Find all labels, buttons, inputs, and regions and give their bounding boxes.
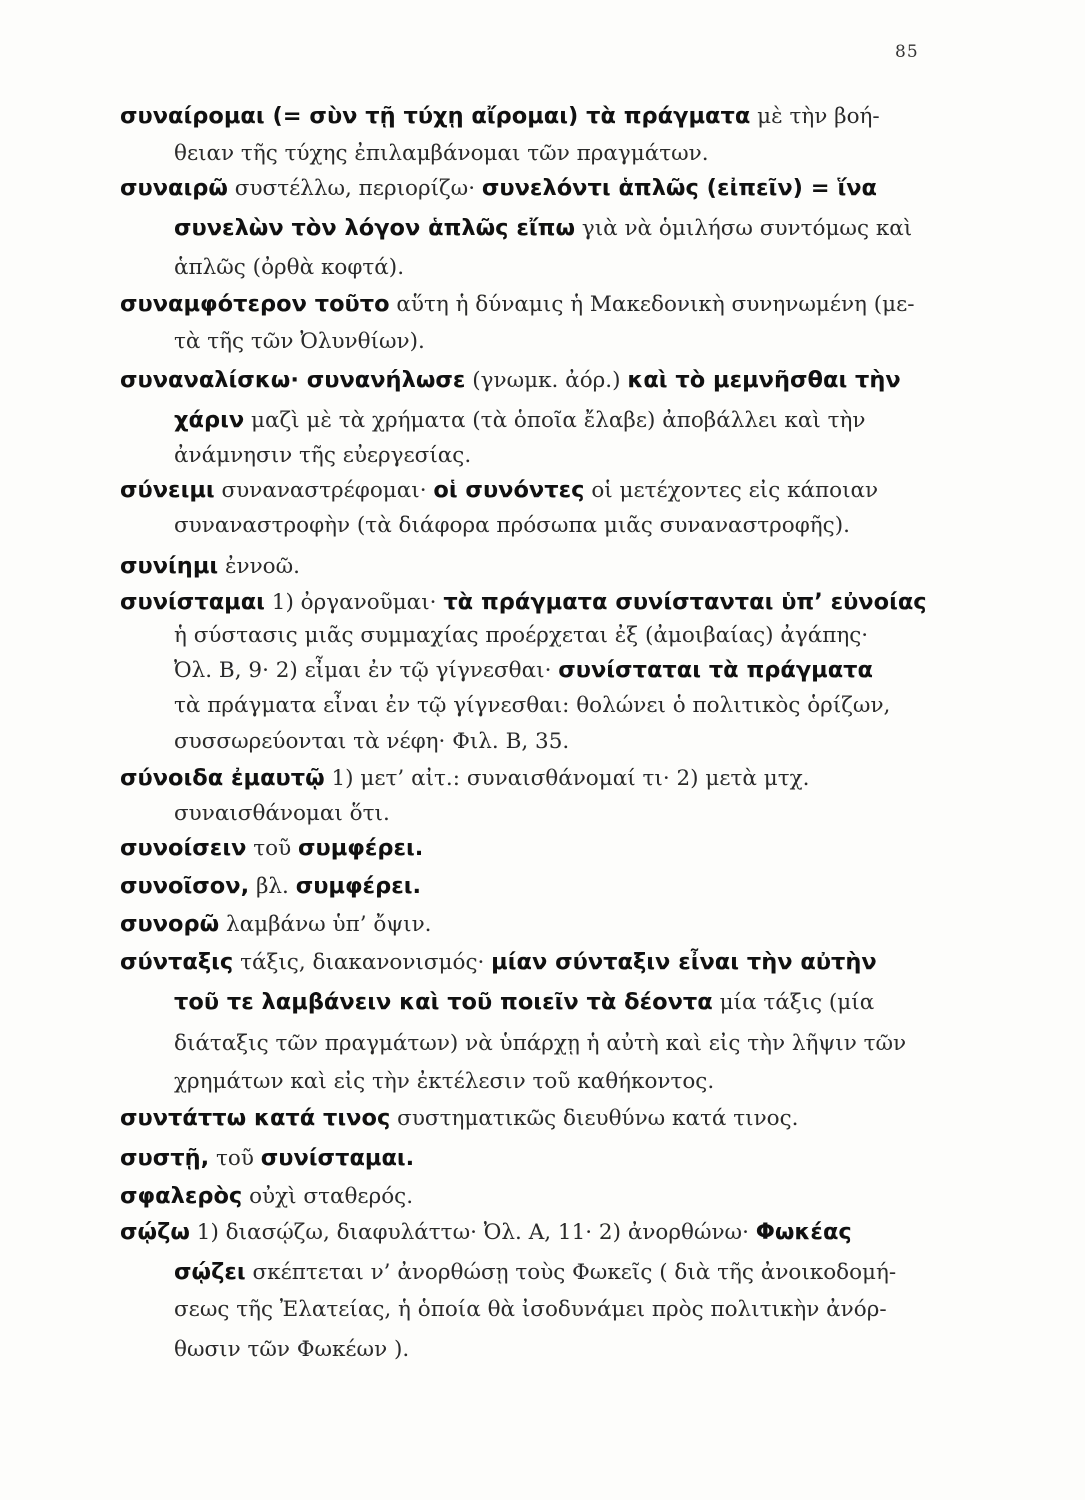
entry-line bbox=[120, 174, 877, 203]
entry-line bbox=[174, 1296, 887, 1324]
definition-text: οὐχὶ σταθερός. bbox=[242, 1184, 414, 1209]
headword-text: οἱ συνόντες bbox=[433, 477, 585, 503]
headword-text: σῴζω bbox=[120, 1219, 190, 1245]
definition-text: γιὰ νὰ ὁμιλήσω συντόμως καὶ bbox=[575, 216, 913, 241]
definition-text: ἀνάμνησιν τῆς εὐεργεσίας. bbox=[174, 443, 472, 468]
definition-text: βλ. bbox=[249, 874, 296, 899]
headword-text: συνίσταμαι bbox=[120, 589, 265, 615]
headword-text: συναιρῶ bbox=[120, 175, 228, 201]
definition-text: συναισθάνομαι ὅτι. bbox=[174, 801, 390, 826]
headword-text: συναίρομαι (= σὺν τῇ τύχῃ αἴρομαι) τὰ πράγματα bbox=[120, 103, 751, 129]
definition-text: 1) μετ’ αἰτ.: συναισθάνομαί τι· 2) μετὰ μτχ. bbox=[324, 766, 810, 791]
headword-text: σύνειμι bbox=[120, 477, 215, 503]
headword-text: σύνοιδα ἐμαυτῷ bbox=[120, 765, 325, 791]
headword-text: χάριν bbox=[174, 407, 245, 433]
definition-text: θωσιν τῶν Φωκέων ). bbox=[174, 1337, 410, 1362]
entry-line bbox=[174, 1068, 714, 1096]
entry-line bbox=[120, 1182, 413, 1211]
headword-text: συμφέρει. bbox=[298, 835, 424, 861]
definition-text: αὕτη ἡ δύναμις ἡ Μακεδονικὴ συνηνωμένη (με- bbox=[389, 292, 915, 317]
entry-line bbox=[174, 442, 471, 470]
definition-text: συναναστροφὴν (τὰ διάφορα πρόσωπα μιᾶς συναναστροφῆς). bbox=[174, 513, 850, 538]
entry-line bbox=[174, 512, 850, 540]
definition-text: σκέπτεται ν’ ἀνορθώσῃ τοὺς Φωκεῖς ( διὰ τῆς ἀνοικοδομή- bbox=[245, 1260, 897, 1285]
definition-text: ἁπλῶς (ὀρθὰ κοφτά). bbox=[174, 255, 405, 280]
entry-line bbox=[174, 406, 865, 435]
entry-line bbox=[120, 1218, 852, 1247]
definition-text: τάξις, διακανονισμός· bbox=[233, 950, 492, 975]
headword-text: συντάττω κατά τινος bbox=[120, 1105, 391, 1131]
definition-text: συσσωρεύονται τὰ νέφη· Φιλ. Β, 35. bbox=[174, 729, 570, 754]
definition-text: Ὀλ. Β, 9· 2) εἶμαι ἐν τῷ γίγνεσθαι· bbox=[174, 658, 559, 683]
entry-line bbox=[174, 1336, 409, 1364]
definition-text: τοῦ bbox=[246, 836, 298, 861]
entry-line bbox=[174, 692, 890, 720]
headword-text: συνελὼν τὸν λόγον ἁπλῶς εἴπω bbox=[174, 215, 576, 241]
headword-text: συναμφότερον τοῦτο bbox=[120, 291, 390, 317]
entry-line bbox=[174, 1030, 906, 1058]
definition-text: θειαν τῆς τύχης ἐπιλαμβάνομαι τῶν πραγμάτων. bbox=[174, 141, 709, 166]
entry-line bbox=[120, 102, 880, 131]
headword-text: συστῇ, bbox=[120, 1145, 210, 1171]
headword-text: συνοίσειν bbox=[120, 835, 247, 861]
definition-text: μὲ τὴν βοή- bbox=[750, 104, 880, 129]
entry-line bbox=[174, 254, 404, 282]
definition-text: συστηματικῶς διευθύνω κατά τινος. bbox=[390, 1106, 799, 1131]
headword-text: συνίσταμαι. bbox=[260, 1145, 415, 1171]
entry-line bbox=[120, 1104, 798, 1133]
definition-text: οἱ μετέχοντες εἰς κάποιαν bbox=[584, 478, 879, 503]
definition-text: συναναστρέφομαι· bbox=[214, 478, 434, 503]
entry-line bbox=[120, 588, 927, 617]
entry-line bbox=[174, 800, 390, 828]
definition-text: 1) διασῴζω, διαφυλάττω· Ὀλ. Α, 11· 2) ἀνορθώνω· bbox=[189, 1220, 756, 1245]
entry-line bbox=[120, 872, 421, 901]
headword-text: σῴζει bbox=[174, 1259, 246, 1285]
headword-text: σύνταξις bbox=[120, 949, 234, 975]
entry-line bbox=[120, 552, 300, 581]
headword-text: Φωκέας bbox=[755, 1219, 852, 1245]
definition-text: τὰ πράγματα εἶναι ἐν τῷ γίγνεσθαι: θολώνει ὁ πολιτικὸς ὁρίζων, bbox=[174, 693, 891, 718]
entry-line bbox=[174, 140, 709, 168]
definition-text: μία τάξις (μία bbox=[712, 990, 875, 1015]
definition-text: συστέλλω, περιορίζω· bbox=[227, 176, 482, 201]
definition-text: (γνωμκ. ἀόρ.) bbox=[465, 368, 628, 393]
definition-text: τὰ τῆς τῶν Ὀλυνθίων). bbox=[174, 329, 425, 354]
definition-text: χρημάτων καὶ εἰς τὴν ἐκτέλεσιν τοῦ καθήκοντος. bbox=[174, 1069, 715, 1094]
definition-text: μαζὶ μὲ τὰ χρήματα (τὰ ὁποῖα ἔλαβε) ἀποβάλλει καὶ τὴν bbox=[244, 408, 866, 433]
headword-text: μίαν σύνταξιν εἶναι τὴν αὐτὴν bbox=[491, 949, 877, 975]
headword-text: τὰ πράγματα συνίστανται ὑπ’ εὐνοίας bbox=[443, 589, 927, 615]
page-number: 85 bbox=[895, 42, 919, 62]
headword-text: συνορῶ bbox=[120, 911, 220, 937]
definition-text: λαμβάνω ὑπ’ ὄψιν. bbox=[219, 912, 432, 937]
entry-line bbox=[174, 988, 874, 1017]
entry-line bbox=[120, 290, 915, 319]
entry-line bbox=[174, 728, 569, 756]
headword-text: συνοῖσον, bbox=[120, 873, 250, 899]
entry-line bbox=[120, 476, 878, 505]
headword-text: σφαλερὸς bbox=[120, 1183, 243, 1209]
headword-text: συνίημι bbox=[120, 553, 219, 579]
definition-text: διάταξις τῶν πραγμάτων) νὰ ὑπάρχῃ ἡ αὐτὴ καὶ εἰς τὴν λῆψιν τῶν bbox=[174, 1031, 907, 1056]
definition-text: ἡ σύστασις μιᾶς συμμαχίας προέρχεται ἐξ (ἀμοιβαίας) ἀγάπης· bbox=[174, 623, 869, 648]
entry-line bbox=[174, 656, 873, 685]
headword-text: συμφέρει. bbox=[295, 873, 422, 899]
entry-line bbox=[120, 1144, 414, 1173]
headword-text: συνελόντι ἁπλῶς (εἰπεῖν) = ἵνα bbox=[481, 175, 878, 201]
headword-text: τοῦ τε λαμβάνειν καὶ τοῦ ποιεῖν τὰ δέοντα bbox=[174, 989, 713, 1015]
headword-text: καὶ τὸ μεμνῆσθαι τὴν bbox=[627, 367, 901, 393]
entry-line bbox=[120, 910, 432, 939]
definition-text: 1) ὀργανοῦμαι· bbox=[264, 590, 444, 615]
entry-line bbox=[174, 214, 912, 243]
entry-line bbox=[174, 622, 868, 650]
entry-line bbox=[120, 366, 901, 395]
entry-line bbox=[174, 1258, 896, 1287]
entry-line bbox=[120, 834, 423, 863]
headword-text: συνίσταται τὰ πράγματα bbox=[558, 657, 873, 683]
entry-line bbox=[120, 764, 810, 793]
entry-line bbox=[120, 948, 877, 977]
definition-text: ἐννοῶ. bbox=[218, 554, 300, 579]
definition-text: τοῦ bbox=[209, 1146, 261, 1171]
headword-text: συναναλίσκω· συνανήλωσε bbox=[120, 367, 466, 393]
definition-text: σεως τῆς Ἐλατείας, ἡ ὁποία θὰ ἰσοδυνάμει πρὸς πολιτικὴν ἀνόρ- bbox=[174, 1297, 887, 1322]
entry-line bbox=[174, 328, 425, 356]
